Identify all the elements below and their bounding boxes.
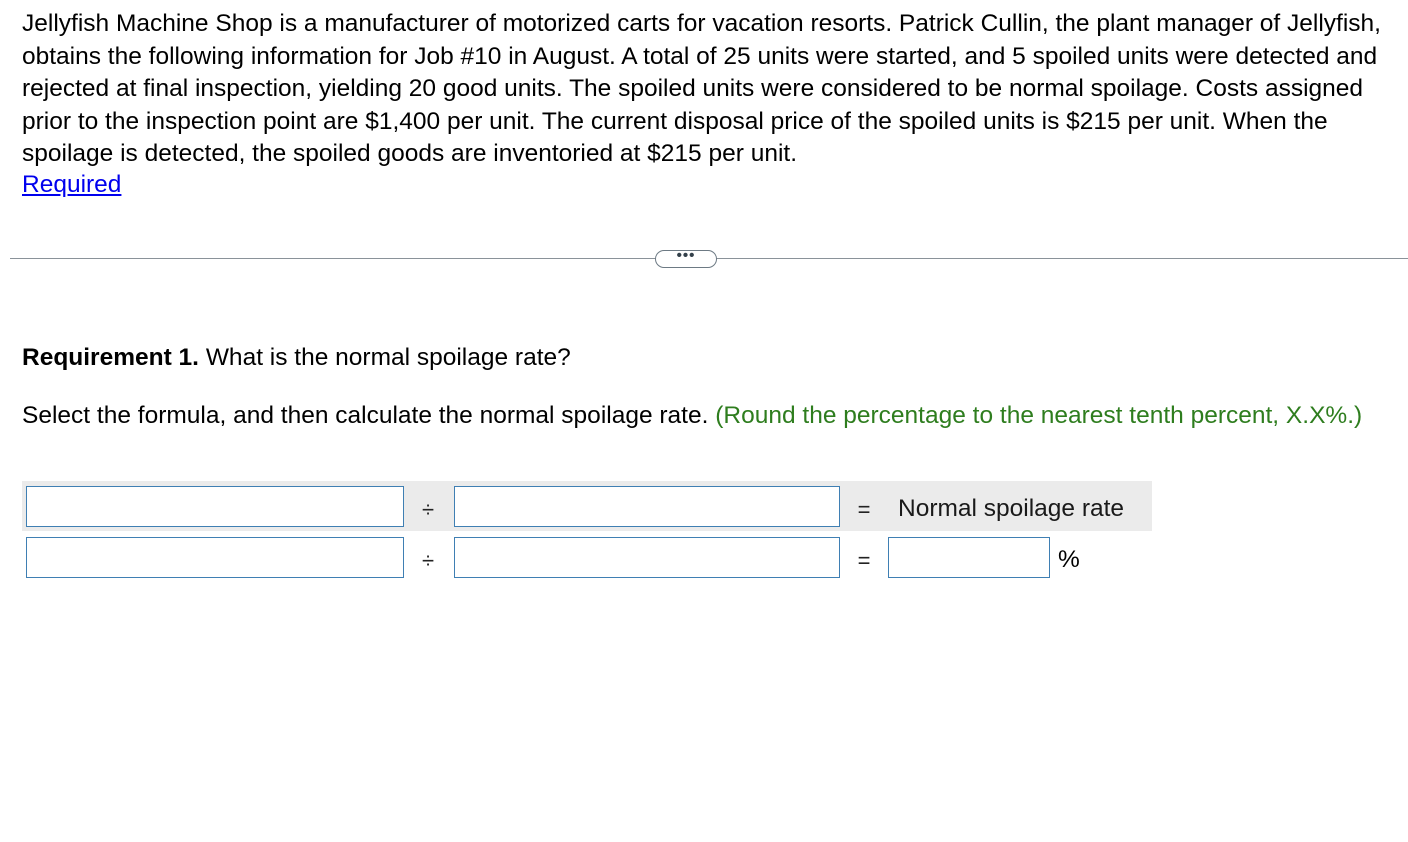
formula-denominator-select[interactable]: [454, 486, 840, 527]
formula-numerator-select[interactable]: [26, 486, 404, 527]
equals-operator: =: [857, 548, 871, 573]
equals-operator: =: [857, 497, 871, 522]
instruction-text: [22, 400, 1392, 433]
percent-unit: %: [1058, 546, 1080, 573]
problem-statement: Jellyfish Machine Shop is a manufacturer of motorized carts for vacation resorts. Patrick Cullin, the plant manager of Jellyfish, obtains the following information for Job #10 in August. A total of 25 units were started, and 5 spoiled units were detected and rejected at final inspection, yielding 20 good units. The spoiled units were considered to be normal spoilage. Costs assigned prior to the inspection point are $1,400 per unit. The current disposal price of the spoiled units is $215 per unit. When the spoilage is detected, the spoiled goods are inventoried at $215 per unit.: [22, 10, 1381, 167]
divide-operator: ÷: [421, 548, 435, 573]
requirement-question: What is the normal spoilage rate?: [205, 344, 571, 371]
rounding-hint: (Round the percentage to the nearest tenth percent, X.X%.): [715, 402, 1363, 429]
numerator-value-input[interactable]: [26, 537, 404, 578]
more-dots-icon: •••: [676, 247, 696, 264]
normal-spoilage-rate-input[interactable]: [888, 537, 1050, 578]
divide-operator: ÷: [421, 497, 435, 522]
requirement-label: Requirement 1.: [22, 344, 199, 371]
denominator-value-input[interactable]: [454, 537, 840, 578]
instruction-main: Select the formula, and then calculate the normal spoilage rate.: [22, 402, 709, 429]
requirement-heading: [22, 342, 571, 374]
required-link[interactable]: Required: [22, 171, 122, 198]
normal-spoilage-rate-label: Normal spoilage rate: [898, 495, 1125, 522]
expand-button[interactable]: [655, 247, 717, 268]
